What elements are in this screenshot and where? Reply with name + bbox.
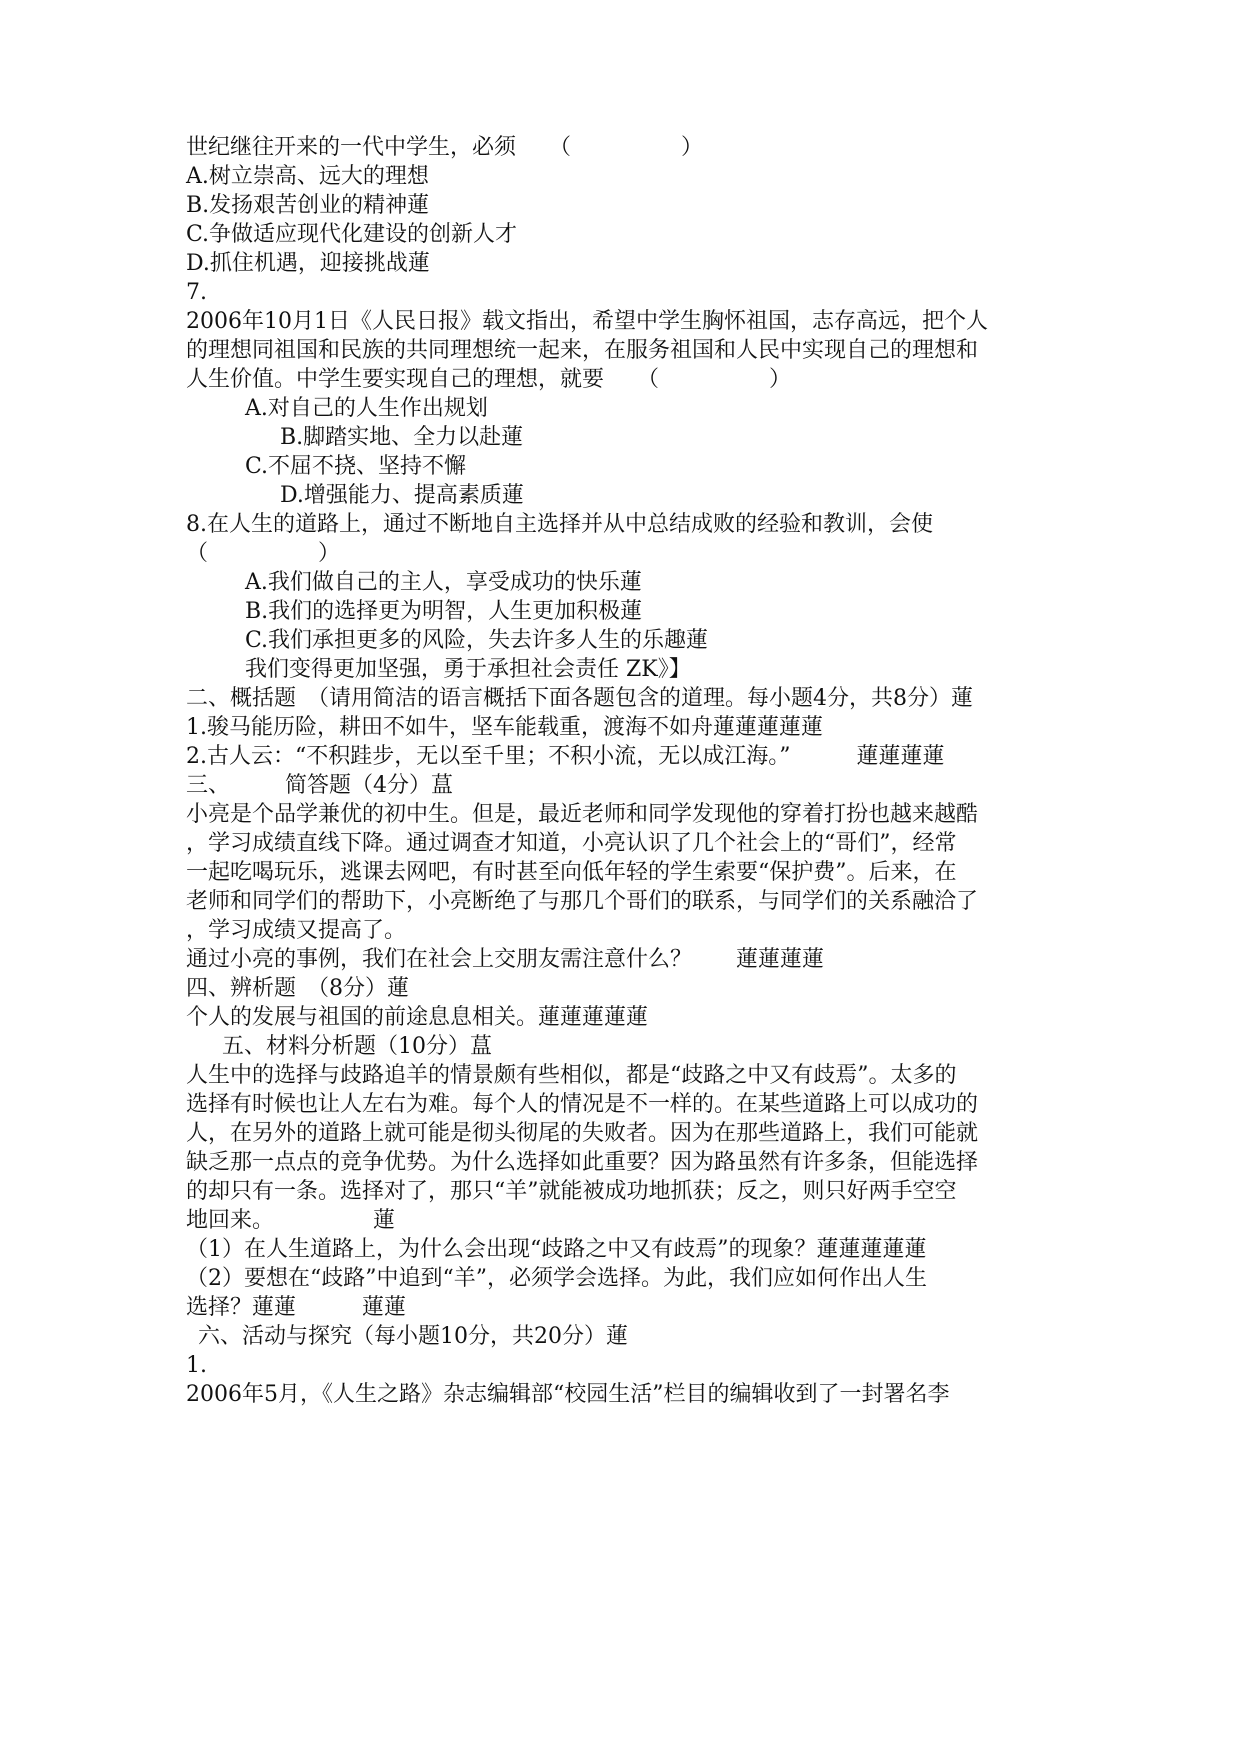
option-a: A.树立崇高、远大的理想 xyxy=(186,164,429,189)
option-b: B.我们的选择更为明智，人生更加积极蓮 xyxy=(245,599,643,624)
section-5-paragraph: 人，在另外的道路上就可能是彻头彻尾的失败者。因为在那些道路上，我们可能就 xyxy=(186,1121,979,1146)
option-a: A.对自己的人生作出规划 xyxy=(245,396,488,421)
option-c: C.我们承担更多的风险，失去许多人生的乐趣蓮 xyxy=(245,628,709,653)
section-2-item-1: 1.骏马能历险，耕田不如牛，坚车能载重，渡海不如舟蓮蓮蓮蓮蓮 xyxy=(186,715,823,740)
section-5-question-1: （1）在人生道路上，为什么会出现“歧路之中又有歧焉”的现象？蓮蓮蓮蓮蓮 xyxy=(186,1237,927,1262)
section-3-paragraph: 老师和同学们的帮助下，小亮断绝了与那几个哥们的联系，与同学们的关系融洽了 xyxy=(186,889,979,914)
section-2-item-2: 2.古人云：“不积跬步，无以至千里；不积小流，无以成江海。” 蓮蓮蓮蓮 xyxy=(186,744,945,769)
question-7-number: 7. xyxy=(186,280,207,305)
section-3-question: 通过小亮的事例，我们在社会上交朋友需注意什么？ 蓮蓮蓮蓮 xyxy=(186,947,825,972)
answer-blank: （ ） xyxy=(186,541,341,566)
section-3-paragraph: ，学习成绩又提高了。 xyxy=(186,918,407,943)
option-d: D.增强能力、提高素质蓮 xyxy=(280,483,524,508)
section-5-question-2: 选择？蓮蓮 蓮蓮 xyxy=(186,1295,407,1320)
section-5-paragraph: 缺乏那一点点的竞争优势。为什么选择如此重要？因为路虽然有许多条，但能选择 xyxy=(186,1150,979,1175)
section-3-paragraph: 小亮是个品学兼优的初中生。但是，最近老师和同学发现他的穿着打扮也越来越酷 xyxy=(186,802,979,827)
section-5-question-2: （2）要想在“歧路”中追到“羊”，必须学会选择。为此，我们应如何作出人生 xyxy=(186,1266,927,1291)
question-7-text: 人生价值。中学生要实现自己的理想，就要 （ ） xyxy=(186,367,792,392)
section-5-paragraph: 的却只有一条。选择对了，那只“羊”就能被成功地抓获；反之，则只好两手空空 xyxy=(186,1179,957,1204)
section-6-heading: 六、活动与探究（每小题10分，共20分）蓮 xyxy=(198,1324,628,1349)
section-3-heading: 三、 简答题（4分）蒀 xyxy=(186,773,453,798)
option-d: 我们变得更加坚强，勇于承担社会责任 ZK》】 xyxy=(245,657,691,682)
section-5-paragraph: 人生中的选择与歧路追羊的情景颇有些相似，都是“歧路之中又有歧焉”。太多的 xyxy=(186,1063,957,1088)
option-d: D.抓住机遇，迎接挑战蓮 xyxy=(186,251,430,276)
section-4-heading: 四、辨析题 （8分）蓮 xyxy=(186,976,409,1001)
section-5-paragraph: 选择有时候也让人左右为难。每个人的情况是不一样的。在某些道路上可以成功的 xyxy=(186,1092,979,1117)
section-2-heading: 二、概括题 （请用简洁的语言概括下面各题包含的道理。每小题4分，共8分）蓮 xyxy=(186,686,973,711)
option-c: C.不屈不挠、坚持不懈 xyxy=(245,454,467,479)
section-5-paragraph: 地回来。 蓮 xyxy=(186,1208,396,1233)
section-3-paragraph: 一起吃喝玩乐，逃课去网吧，有时甚至向低年轻的学生索要“保护费”。后来，在 xyxy=(186,860,957,885)
option-b: B.发扬艰苦创业的精神蓮 xyxy=(186,193,430,218)
section-3-paragraph: ，学习成绩直线下降。通过调查才知道，小亮认识了几个社会上的“哥们”，经常 xyxy=(186,831,957,856)
option-a: A.我们做自己的主人，享受成功的快乐蓮 xyxy=(245,570,642,595)
section-5-heading: 五、材料分析题（10分）蒀 xyxy=(222,1034,492,1059)
option-c: C.争做适应现代化建设的创新人才 xyxy=(186,222,518,247)
section-6-item-number: 1. xyxy=(186,1353,207,1378)
section-4-statement: 个人的发展与祖国的前途息息相关。蓮蓮蓮蓮蓮 xyxy=(186,1005,649,1030)
section-6-paragraph: 2006年5月，《人生之路》杂志编辑部“校园生活”栏目的编辑收到了一封署名李 xyxy=(186,1382,950,1407)
question-7-text: 的理想同祖国和民族的共同理想统一起来，在服务祖国和人民中实现自己的理想和 xyxy=(186,338,979,363)
question-8-text: 8.在人生的道路上，通过不断地自主选择并从中总结成败的经验和教训，会使 xyxy=(186,512,933,537)
question-7-text: 2006年10月1日《人民日报》载文指出，希望中学生胸怀祖国，志存高远，把个人 xyxy=(186,309,988,334)
option-b: B.脚踏实地、全力以赴蓮 xyxy=(280,425,524,450)
question-6-stem: 世纪继往开来的一代中学生，必须 （ ） xyxy=(186,135,704,160)
